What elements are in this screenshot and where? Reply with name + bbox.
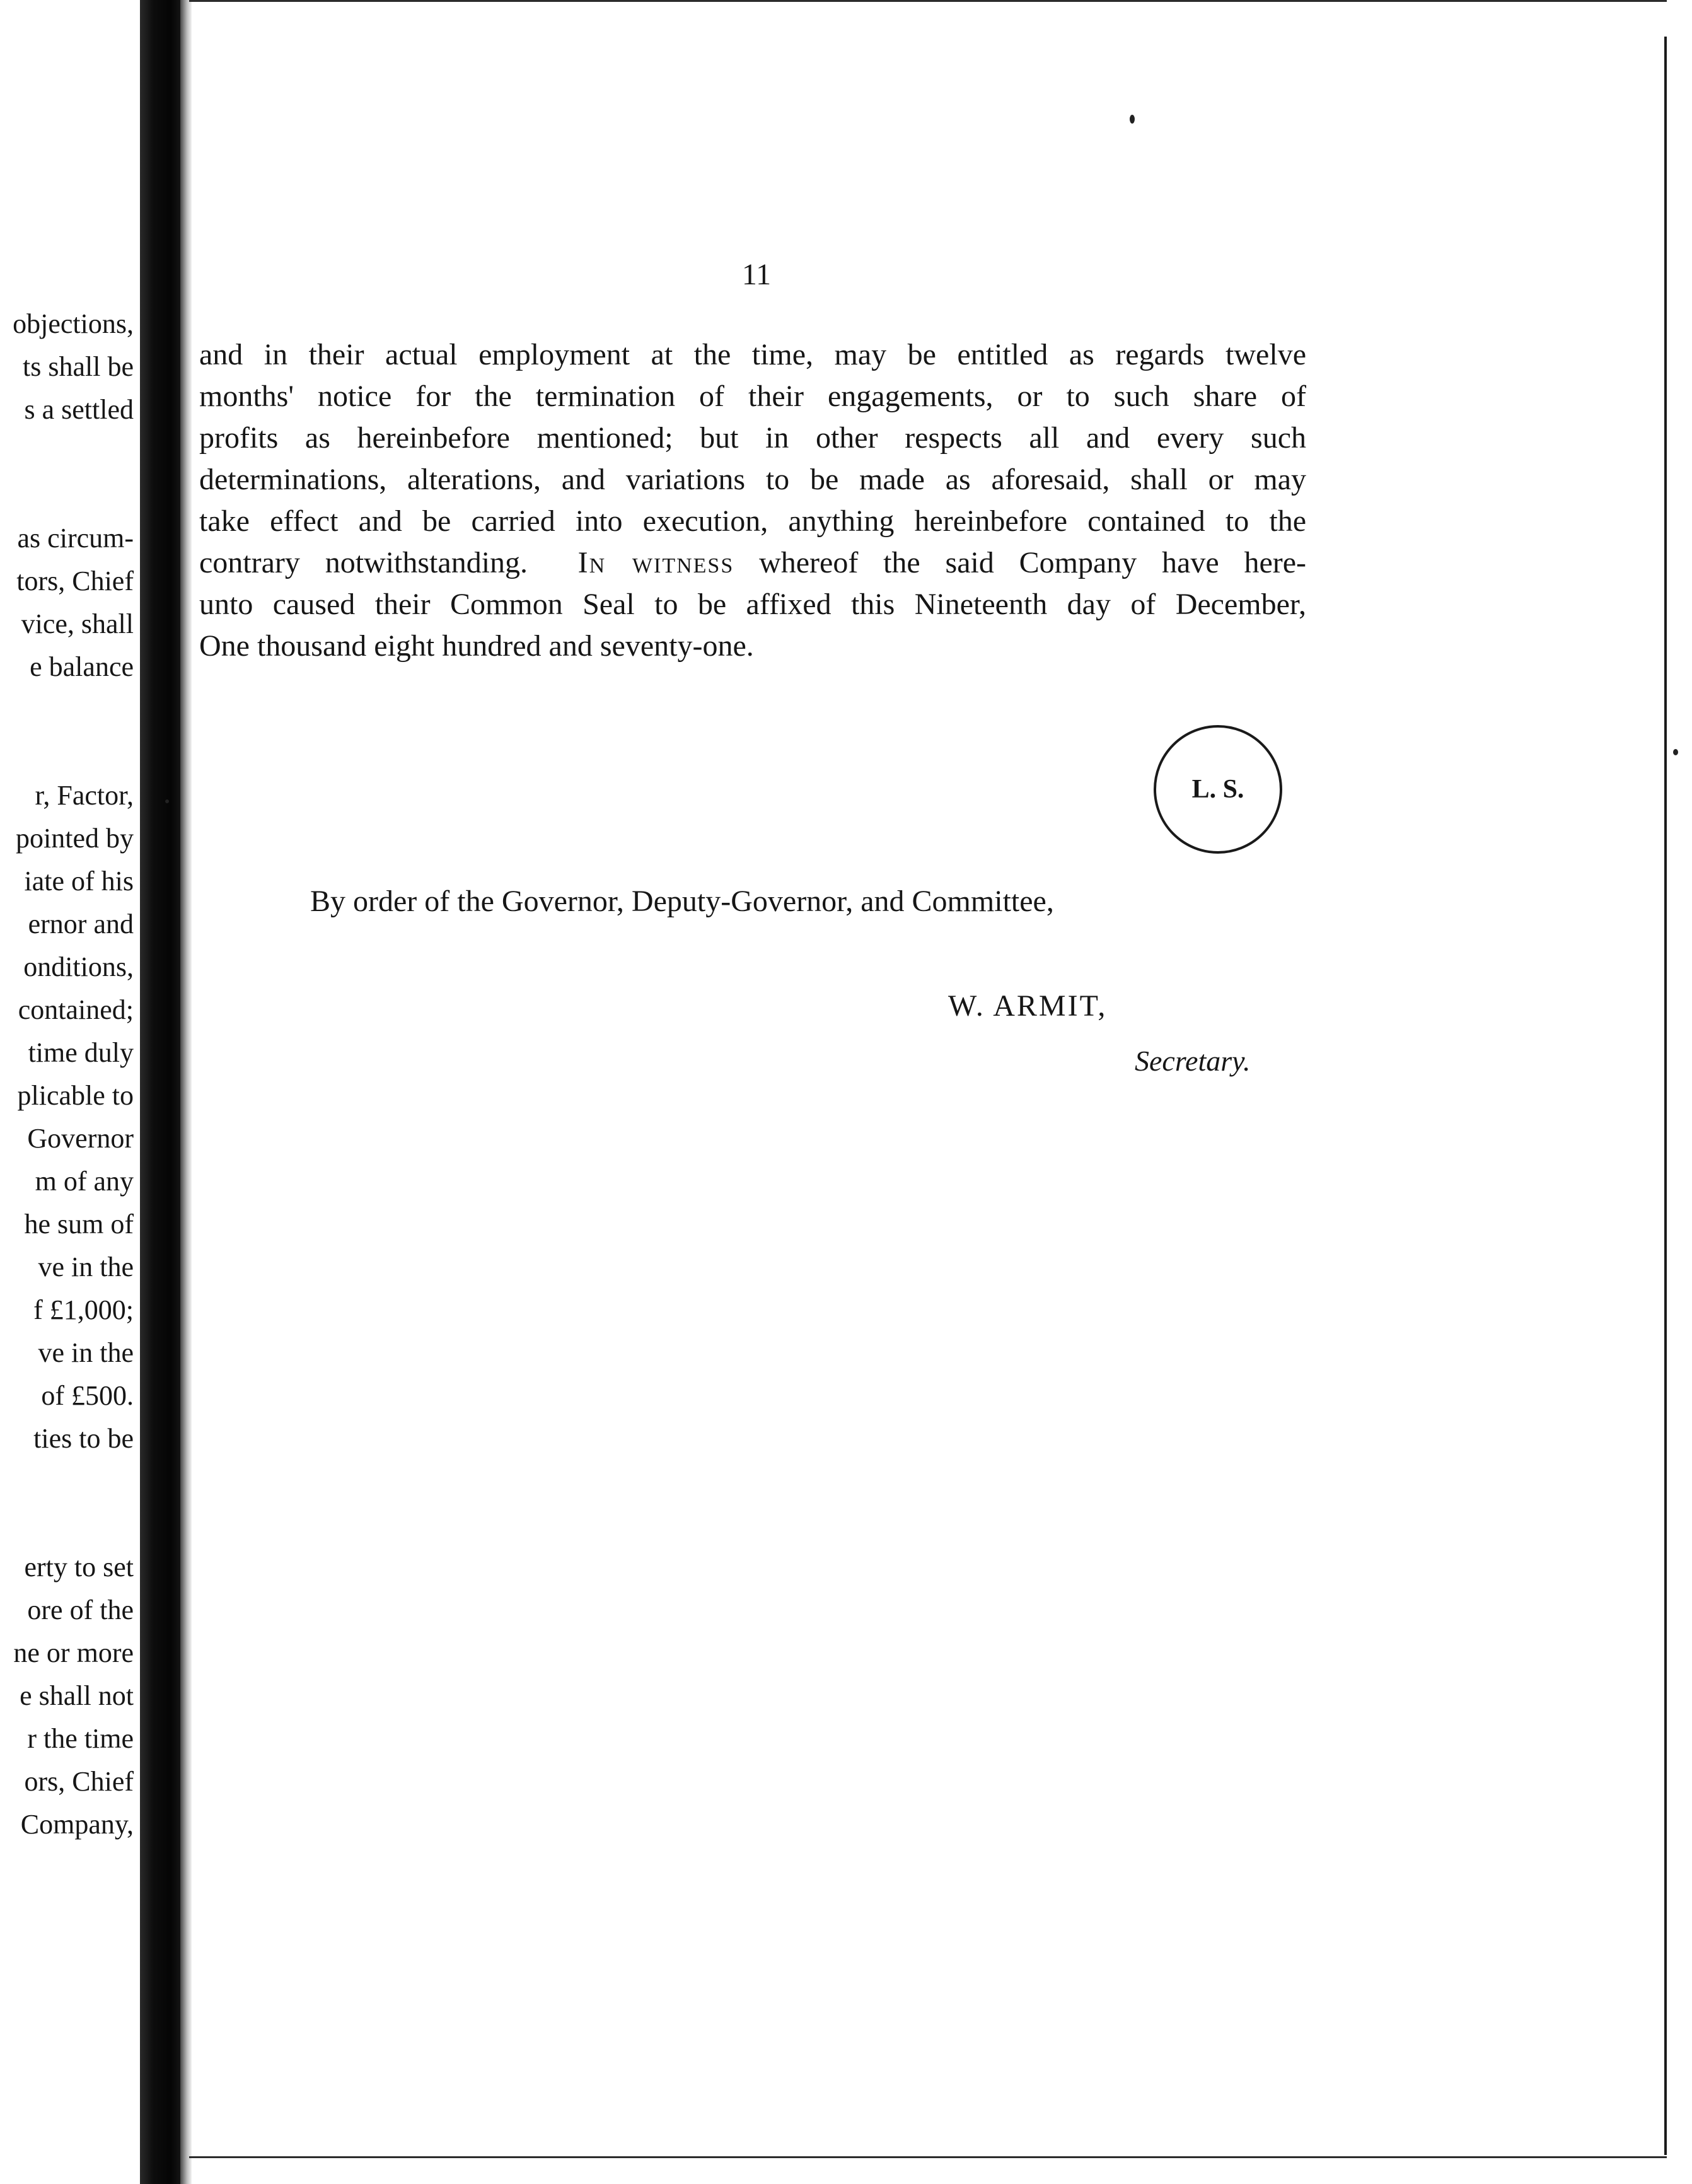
facing-line: ne or more — [13, 1637, 134, 1668]
facing-line: Governor — [27, 1123, 134, 1154]
facing-line: onditions, — [23, 951, 134, 982]
body-line: months' notice for the termination of their engagements, or to such share of — [199, 380, 1306, 413]
body-line: profits as hereinbefore mentioned; but in other respects all and every such — [199, 421, 1306, 455]
body-line: One thousand eight hundred and seventy-one. — [199, 629, 754, 663]
signatory-name: W. ARMIT, — [948, 989, 1108, 1023]
seal-text: L. S. — [1191, 775, 1244, 804]
in-witness-smallcaps: In witness — [577, 546, 734, 579]
facing-line: of £500. — [41, 1380, 134, 1411]
facing-line: plicable to — [17, 1080, 134, 1111]
signatory-title: Secretary. — [1135, 1045, 1251, 1077]
page-right-border — [1664, 37, 1667, 2155]
facing-line — [13, 688, 134, 731]
facing-line: as circum- — [17, 523, 134, 554]
facing-line: ernor and — [28, 909, 134, 939]
facing-line: r, Factor, — [35, 780, 134, 811]
facing-line: tors, Chief — [16, 566, 134, 596]
facing-line — [13, 731, 134, 774]
facing-line: objections, — [13, 308, 134, 339]
facing-line: e balance — [30, 651, 134, 682]
order-line: By order of the Governor, Deputy-Governor, and Committee, — [310, 885, 1054, 918]
page-number: 11 — [741, 258, 772, 291]
facing-line: contained; — [18, 994, 134, 1025]
body-line-text: contrary notwithstanding. — [199, 546, 528, 579]
facing-line — [13, 474, 134, 517]
facing-line: pointed by — [16, 823, 134, 854]
page-top-border — [189, 0, 1667, 2]
scan-speck — [1673, 749, 1678, 755]
company-seal — [1154, 725, 1282, 854]
facing-line: Company, — [20, 1809, 134, 1840]
facing-line: time duly — [28, 1037, 134, 1068]
facing-line: ors, Chief — [24, 1766, 134, 1797]
facing-line — [13, 1460, 134, 1503]
facing-line: ties to be — [33, 1423, 134, 1454]
body-line: unto caused their Common Seal to be affixed this Nineteenth day of December, — [199, 588, 1306, 621]
body-line — [199, 542, 1306, 584]
body-line: and in their actual employment at the time, may be entitled as regards twelve — [199, 338, 1306, 371]
facing-line: ore of the — [27, 1594, 134, 1625]
facing-line: s a settled — [24, 394, 134, 425]
facing-line: e shall not — [20, 1680, 134, 1711]
facing-page-text — [13, 303, 134, 1846]
gutter-shadow — [180, 0, 192, 2184]
facing-line: ve in the — [38, 1252, 134, 1282]
facing-line: ts shall be — [23, 351, 134, 382]
facing-page-fragment — [0, 0, 140, 2184]
facing-line: m of any — [35, 1166, 134, 1197]
body-line-text: whereof the said Company have here- — [759, 546, 1307, 579]
body-line: take effect and be carried into execution, anything hereinbefore contained to the — [199, 504, 1306, 538]
facing-line: erty to set — [24, 1552, 134, 1583]
book-gutter — [140, 0, 184, 2184]
facing-line: ve in the — [38, 1337, 134, 1368]
facing-line: vice, shall — [21, 608, 134, 639]
facing-line: r the time — [27, 1723, 134, 1754]
facing-line: f £1,000; — [33, 1294, 134, 1325]
scan-speck — [1130, 115, 1135, 124]
body-text — [199, 334, 1306, 667]
facing-line: he sum of — [24, 1209, 134, 1240]
body-line: determinations, alterations, and variations to be made as aforesaid, shall or may — [199, 463, 1306, 496]
scan-speck — [165, 799, 169, 803]
facing-line: iate of his — [24, 866, 134, 897]
page-bottom-border — [189, 2156, 1667, 2158]
facing-line — [13, 1503, 134, 1546]
facing-line — [13, 431, 134, 474]
